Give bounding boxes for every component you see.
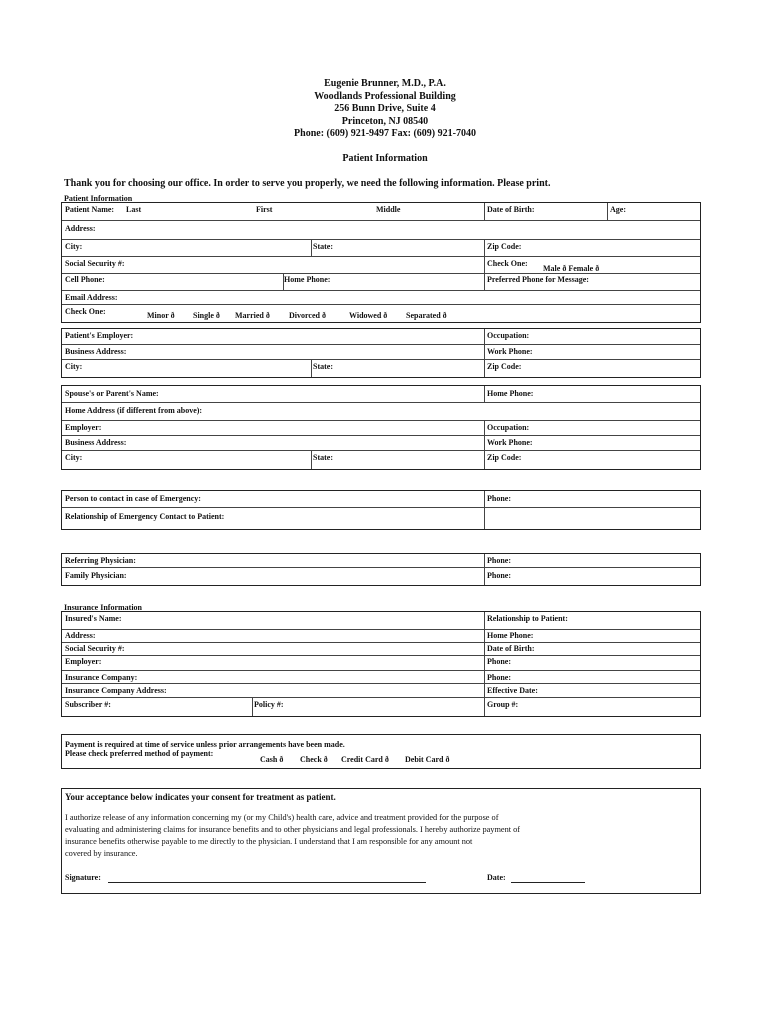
referring-physician-field[interactable]: Referring Physician:	[65, 556, 136, 565]
insured-ssn-field[interactable]: Social Security #:	[65, 644, 125, 653]
employer-box	[61, 328, 701, 378]
spouse-employer-field[interactable]: Employer:	[65, 423, 102, 432]
page-title: Patient Information	[342, 153, 428, 164]
date-label: Date:	[487, 873, 506, 882]
spouse-work-phone-field[interactable]: Work Phone:	[487, 438, 533, 447]
sex-check-label: Check One:	[487, 259, 528, 268]
employer-city-field[interactable]: City:	[65, 362, 83, 371]
spouse-home-address-field[interactable]: Home Address (if different from above):	[65, 406, 203, 415]
effective-date-field[interactable]: Effective Date:	[487, 686, 538, 695]
employer-state-field[interactable]: State:	[313, 362, 333, 371]
dob-field[interactable]: Date of Birth:	[487, 205, 535, 214]
insurance-section-label: Insurance Information	[64, 603, 143, 612]
consent-line-3: insurance benefits otherwise payable to me directly to the physician. I understand that I am responsible for any amount not	[65, 837, 473, 846]
family-physician-field[interactable]: Family Physician:	[65, 571, 127, 580]
email-field[interactable]: Email Address:	[65, 293, 118, 302]
subscriber-field[interactable]: Subscriber #:	[65, 700, 111, 709]
emergency-box	[61, 490, 701, 530]
employer-field[interactable]: Patient's Employer:	[65, 331, 134, 340]
insurance-box	[61, 611, 701, 717]
payment-option-cash[interactable]: Cash ð	[260, 755, 284, 764]
emergency-relationship-field[interactable]: Relationship of Emergency Contact to Patient:	[65, 512, 225, 521]
marital-option-single[interactable]: Single ð	[193, 311, 220, 320]
insurance-company-field[interactable]: Insurance Company:	[65, 673, 138, 682]
insured-employer-field[interactable]: Employer:	[65, 657, 102, 666]
signature-label: Signature:	[65, 873, 101, 882]
zip-field[interactable]: Zip Code:	[487, 242, 522, 251]
payment-option-debit-card[interactable]: Debit Card ð	[405, 755, 450, 764]
consent-line-1: I authorize release of any information concerning my (or my Child's) health care, advice and treatment provided for the purpose of	[65, 813, 499, 822]
occupation-field[interactable]: Occupation:	[487, 331, 530, 340]
insurance-company-address-field[interactable]: Insurance Company Address:	[65, 686, 167, 695]
policy-field[interactable]: Policy #:	[254, 700, 284, 709]
emergency-contact-field[interactable]: Person to contact in case of Emergency:	[65, 494, 201, 503]
date-line[interactable]	[511, 873, 585, 883]
insured-address-field[interactable]: Address:	[65, 631, 96, 640]
ssn-field[interactable]: Social Security #:	[65, 259, 125, 268]
business-address-field[interactable]: Business Address:	[65, 347, 127, 356]
spouse-name-field[interactable]: Spouse's or Parent's Name:	[65, 389, 159, 398]
spouse-business-address-field[interactable]: Business Address:	[65, 438, 127, 447]
address-field[interactable]: Address:	[65, 224, 96, 233]
spouse-box	[61, 385, 701, 470]
consent-line-2: evaluating and administering claims for insurance benefits and to other physicians and legal professionals. I hereby authorize payment of	[65, 825, 521, 834]
building-name: Woodlands Professional Building	[314, 90, 456, 102]
signature-line[interactable]	[108, 873, 426, 883]
sex-options-checkboxes[interactable]: Male ð Female ð	[543, 264, 600, 273]
marital-option-separated[interactable]: Separated ð	[406, 311, 447, 320]
physicians-box	[61, 553, 701, 586]
spouse-occupation-field[interactable]: Occupation:	[487, 423, 530, 432]
consent-heading: Your acceptance below indicates your consent for treatment as patient.	[65, 792, 336, 802]
employer-zip-field[interactable]: Zip Code:	[487, 362, 522, 371]
insured-dob-field[interactable]: Date of Birth:	[487, 644, 535, 653]
age-field[interactable]: Age:	[610, 205, 626, 214]
marital-option-minor[interactable]: Minor ð	[147, 311, 175, 320]
consent-text	[65, 812, 625, 860]
patient-info-box	[61, 202, 701, 323]
work-phone-field[interactable]: Work Phone:	[487, 347, 533, 356]
consent-box	[61, 788, 701, 894]
payment-note: Payment is required at time of service unless prior arrangements have been made.	[65, 740, 345, 749]
payment-method-label: Please check preferred method of payment:	[65, 749, 214, 758]
first-name-field[interactable]: First	[256, 205, 273, 214]
cell-phone-field[interactable]: Cell Phone:	[65, 275, 105, 284]
home-phone-field[interactable]: Home Phone:	[284, 275, 331, 284]
insured-name-field[interactable]: Insured's Name:	[65, 614, 122, 623]
patient-name-label: Patient Name:	[65, 205, 115, 214]
city-field[interactable]: City:	[65, 242, 83, 251]
practice-header	[0, 78, 770, 141]
referring-phone-field[interactable]: Phone:	[487, 556, 511, 565]
payment-option-check[interactable]: Check ð	[300, 755, 328, 764]
street-address: 256 Bunn Drive, Suite 4	[334, 103, 436, 114]
spouse-home-phone-field[interactable]: Home Phone:	[487, 389, 534, 398]
insured-relationship-field[interactable]: Relationship to Patient:	[487, 614, 568, 623]
consent-line-4: covered by insurance.	[65, 849, 138, 858]
insured-employer-phone-field[interactable]: Phone:	[487, 657, 511, 666]
middle-name-field[interactable]: Middle	[376, 205, 401, 214]
spouse-city-field[interactable]: City:	[65, 453, 83, 462]
intro-text: Thank you for choosing our office. In order to serve you properly, we need the following information. Please print.	[64, 178, 551, 189]
last-name-field[interactable]: Last	[126, 205, 142, 214]
spouse-state-field[interactable]: State:	[313, 453, 333, 462]
spouse-zip-field[interactable]: Zip Code:	[487, 453, 522, 462]
marital-option-widowed[interactable]: Widowed ð	[349, 311, 388, 320]
city-state-zip: Princeton, NJ 08540	[341, 115, 429, 127]
phone-fax: Phone: (609) 921-9497 Fax: (609) 921-7040	[294, 128, 476, 139]
state-field[interactable]: State:	[313, 242, 333, 251]
payment-box	[61, 734, 701, 769]
insurance-company-phone-field[interactable]: Phone:	[487, 673, 511, 682]
marital-option-divorced[interactable]: Divorced ð	[289, 311, 326, 320]
practice-name: Eugenie Brunner, M.D., P.A.	[324, 78, 446, 89]
insured-home-phone-field[interactable]: Home Phone:	[487, 631, 534, 640]
patient-section-label: Patient Information	[64, 194, 133, 203]
marital-check-label: Check One:	[65, 307, 106, 316]
emergency-phone-field[interactable]: Phone:	[487, 494, 511, 503]
payment-option-credit-card[interactable]: Credit Card ð	[341, 755, 389, 764]
group-field[interactable]: Group #:	[487, 700, 519, 709]
family-phone-field[interactable]: Phone:	[487, 571, 511, 580]
marital-option-married[interactable]: Married ð	[235, 311, 270, 320]
preferred-phone-field[interactable]: Preferred Phone for Message:	[487, 275, 589, 284]
